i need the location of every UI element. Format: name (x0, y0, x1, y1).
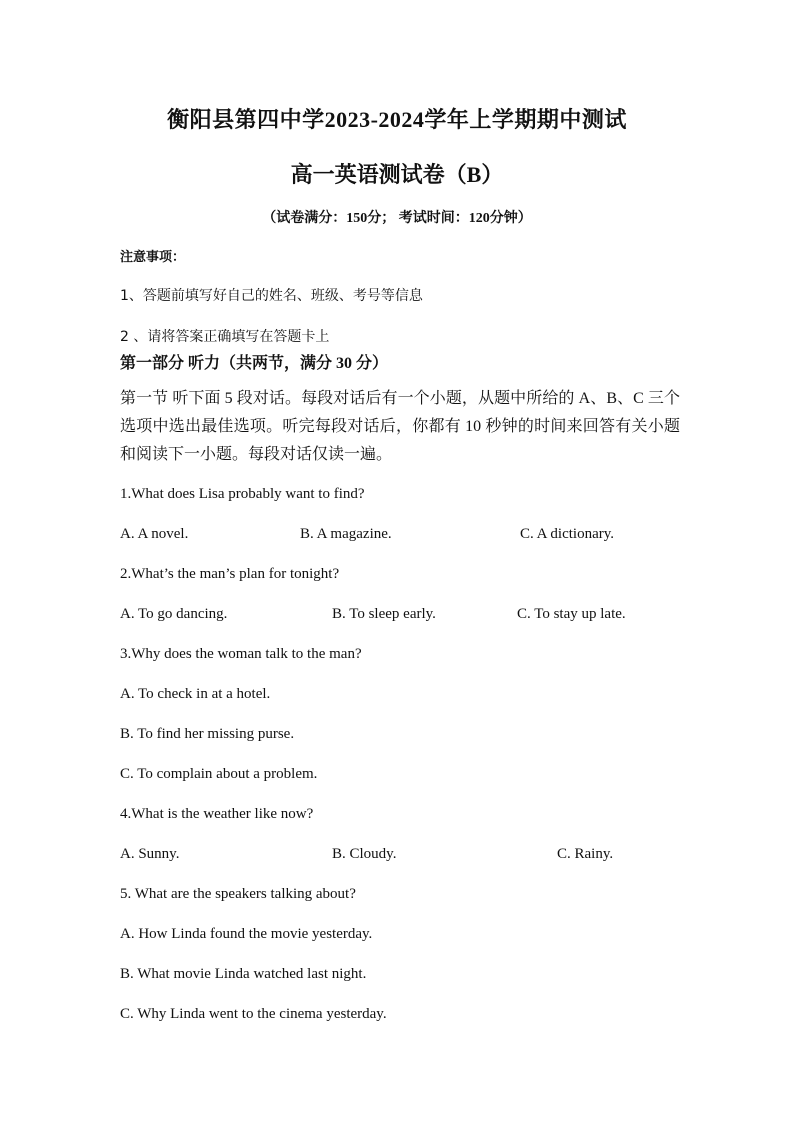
notice-item: 2 、请将答案正确填写在答题卡上 (120, 329, 330, 345)
exam-meta: （试卷满分：150分； 考试时间：120分钟） (262, 211, 532, 226)
option-b: B. Cloudy. (332, 846, 397, 862)
question-stem: 1.What does Lisa probably want to find? (120, 486, 365, 502)
option-a: A. To go dancing. (120, 606, 228, 622)
question-stem: 4.What is the weather like now? (120, 806, 314, 822)
option-b: B. To sleep early. (332, 606, 436, 622)
part-heading: 第一部分 听力（共两节，满分 30 分） (120, 355, 389, 372)
exam-title: 衡阳县第四中学2023-2024学年上学期期中测试 (167, 107, 627, 132)
option-a: A. How Linda found the movie yesterday. (120, 926, 373, 942)
question-stem: 2.What’s the man’s plan for tonight? (120, 566, 340, 582)
option-c: C. Rainy. (557, 846, 614, 862)
option-a: A. Sunny. (120, 846, 180, 862)
section-instructions: 第一节 听下面 5 段对话。每段对话后有一个小题，从题中所给的 A、B、C 三个选项中选出最佳选项。听完每段对话后，你都有 10 秒钟的时间来回答有关小题和阅读下一小题。每段对话仅读一遍。 (120, 390, 680, 463)
question-stem: 5. What are the speakers talking about? (120, 886, 356, 902)
option-c: C. A dictionary. (520, 526, 615, 542)
option-b: B. To find her missing purse. (120, 726, 295, 742)
notice-heading: 注意事项： (120, 250, 186, 265)
option-a: A. A novel. (120, 526, 189, 542)
notice-item: 1、答题前填写好自己的姓名、班级、考号等信息 (120, 288, 423, 304)
option-b: B. What movie Linda watched last night. (120, 966, 367, 982)
option-c: C. To stay up late. (517, 606, 626, 622)
option-b: B. A magazine. (300, 526, 392, 542)
exam-subtitle: 高一英语测试卷（B） (290, 162, 504, 187)
option-c: C. To complain about a problem. (120, 766, 318, 782)
question-stem: 3.Why does the woman talk to the man? (120, 646, 362, 662)
option-c: C. Why Linda went to the cinema yesterday. (120, 1006, 387, 1022)
option-a: A. To check in at a hotel. (120, 686, 271, 702)
